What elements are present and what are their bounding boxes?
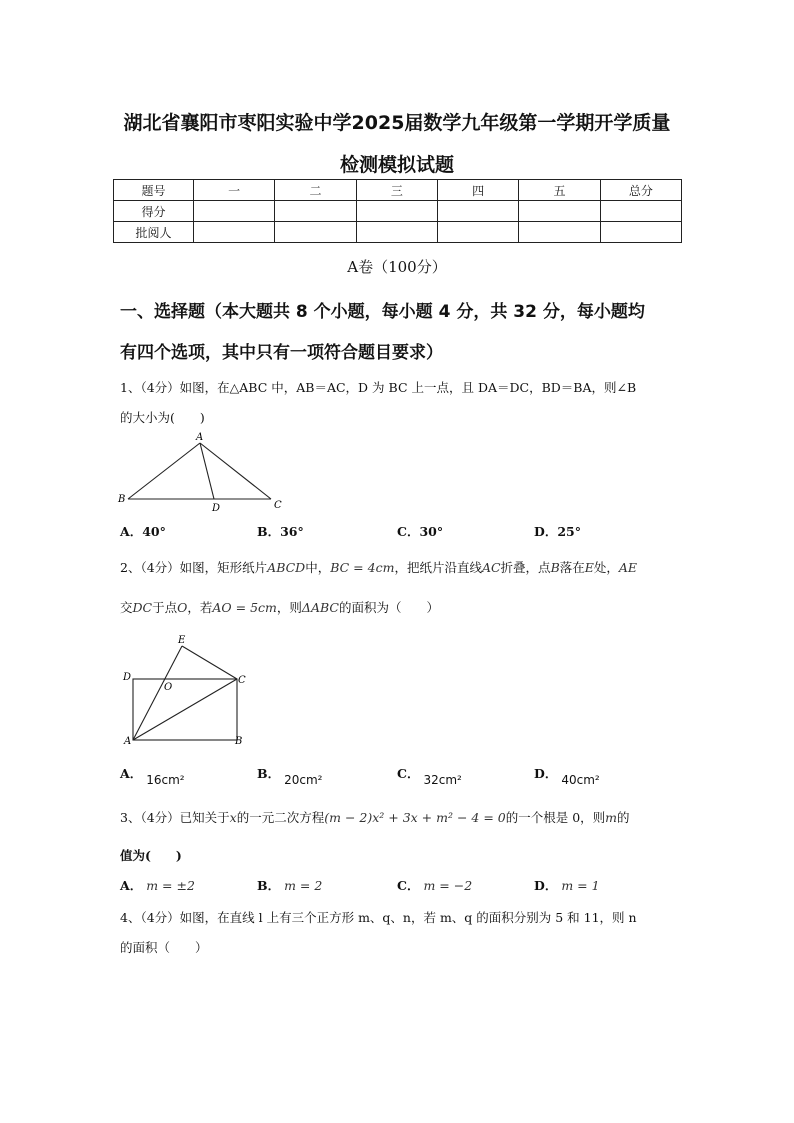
vertex-label-c: C bbox=[274, 500, 282, 511]
grader-cell[interactable] bbox=[275, 222, 356, 243]
row-label: 得分 bbox=[114, 201, 194, 222]
volume-label: A卷（100分） bbox=[347, 258, 447, 276]
score-cell[interactable] bbox=[275, 201, 356, 222]
q1-option-a[interactable]: A．40° bbox=[120, 524, 166, 539]
grader-cell[interactable] bbox=[600, 222, 681, 243]
grader-cell[interactable] bbox=[194, 222, 275, 243]
grader-cell[interactable] bbox=[519, 222, 600, 243]
table-header-cell: 三 bbox=[356, 180, 437, 201]
score-cell[interactable] bbox=[194, 201, 275, 222]
q1-option-d[interactable]: D．25° bbox=[534, 524, 581, 539]
point-label-b: B bbox=[235, 736, 243, 747]
grader-cell[interactable] bbox=[437, 222, 518, 243]
score-table-row-score bbox=[114, 201, 682, 222]
q2-option-c[interactable]: C． 32cm² bbox=[397, 766, 462, 787]
q2-text-line2: 交DC于点O，若AO = 5cm，则ΔABC的面积为（ ） bbox=[120, 600, 439, 615]
q2-text-line1: 2、（4分）如图，矩形纸片ABCD中，BC = 4cm，把纸片沿直线AC折叠，点B落在E处，AE bbox=[120, 560, 638, 575]
q3-option-d[interactable]: D． m = 1 bbox=[534, 878, 600, 893]
vertex-label-a: A bbox=[196, 432, 204, 443]
q2-option-b[interactable]: B． 20cm² bbox=[257, 766, 323, 787]
table-header-cell: 二 bbox=[275, 180, 356, 201]
q1-triangle-figure bbox=[110, 428, 300, 516]
score-table-row-grader bbox=[114, 222, 682, 243]
q4-text-line2: 的面积（ ） bbox=[120, 940, 208, 955]
score-table-header-row bbox=[114, 180, 682, 201]
table-header-cell: 一 bbox=[194, 180, 275, 201]
vertex-label-d: D bbox=[212, 503, 221, 514]
row-label: 批阅人 bbox=[114, 222, 194, 243]
score-cell[interactable] bbox=[519, 201, 600, 222]
section-heading-line1: 一、选择题（本大题共 8 个小题，每小题 4 分，共 32 分，每小题均 bbox=[120, 302, 645, 322]
q1-option-b[interactable]: B．36° bbox=[257, 524, 304, 539]
table-header-cell: 四 bbox=[437, 180, 518, 201]
q2-rectangle-figure bbox=[112, 628, 262, 750]
q2-option-a[interactable]: A． 16cm² bbox=[120, 766, 185, 787]
vertex-label-b: B bbox=[118, 494, 126, 505]
point-label-d: D bbox=[123, 672, 132, 683]
q4-text-line1: 4、（4分）如图，在直线 l 上有三个正方形 m、q、n，若 m、q 的面积分别为 5 和 11，则 n bbox=[120, 910, 637, 925]
q3-text-line2: 值为( ) bbox=[120, 848, 182, 863]
exam-title-line2: 检测模拟试题 bbox=[339, 154, 454, 176]
table-header-cell: 五 bbox=[519, 180, 600, 201]
point-label-c: C bbox=[238, 675, 246, 686]
q3-option-a[interactable]: A． m = ±2 bbox=[120, 878, 195, 893]
point-label-o: O bbox=[164, 682, 173, 693]
q3-text-line1: 3、（4分）已知关于x的一元二次方程(m − 2)x² + 3x + m² − 4 = 0的一个根是 0，则m的 bbox=[120, 810, 630, 825]
q1-text-line1: 1、（4分）如图，在△ABC 中，AB＝AC，D 为 BC 上一点，且 DA＝DC，BD＝BA，则∠B bbox=[120, 380, 637, 395]
section-heading-line2: 有四个选项，其中只有一项符合题目要求） bbox=[120, 343, 443, 363]
score-cell[interactable] bbox=[356, 201, 437, 222]
q1-option-c[interactable]: C．30° bbox=[397, 524, 444, 539]
q1-text-line2: 的大小为( ) bbox=[120, 410, 205, 425]
point-label-a: A bbox=[124, 736, 132, 747]
grader-cell[interactable] bbox=[356, 222, 437, 243]
exam-title-line1: 湖北省襄阳市枣阳实验中学2025届数学九年级第一学期开学质量 bbox=[123, 112, 671, 134]
score-cell[interactable] bbox=[437, 201, 518, 222]
q2-option-d[interactable]: D． 40cm² bbox=[534, 766, 600, 787]
score-cell[interactable] bbox=[600, 201, 681, 222]
table-header-cell: 题号 bbox=[114, 180, 194, 201]
q3-option-b[interactable]: B． m = 2 bbox=[257, 878, 323, 893]
point-label-e: E bbox=[178, 635, 186, 646]
score-table bbox=[113, 179, 682, 243]
q3-option-c[interactable]: C． m = −2 bbox=[397, 878, 473, 893]
table-header-cell: 总分 bbox=[600, 180, 681, 201]
